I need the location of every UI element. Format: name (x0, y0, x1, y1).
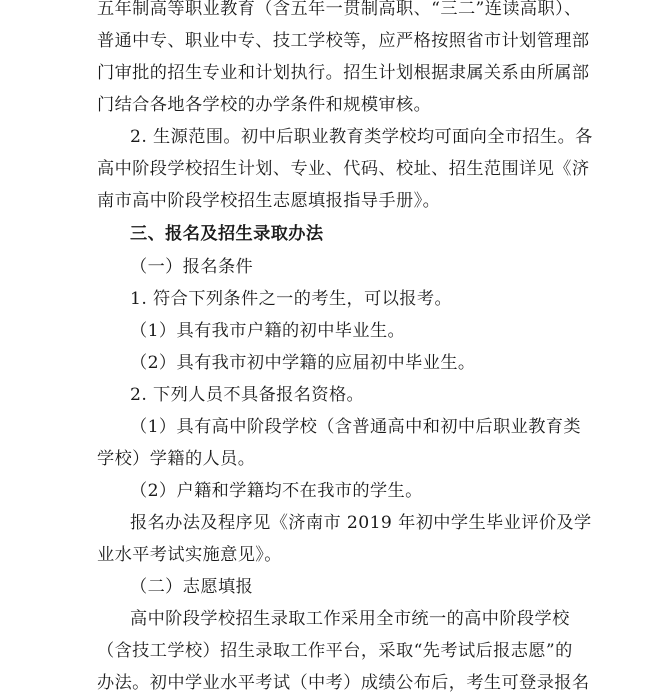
paragraph-line: 业水平考试实施意见》。 (97, 545, 282, 565)
paragraph-line: 门审批的招生专业和计划执行。招生计划根据隶属关系由所属部 (97, 63, 590, 83)
paragraph-line: 学校）学籍的人员。 (97, 449, 256, 469)
paragraph-line: 报名办法及程序见《济南市 2019 年初中学生毕业评价及学 (130, 513, 592, 533)
paragraph-line: 高中阶段学校招生计划、专业、代码、校址、招生范围详见《济 (97, 159, 590, 179)
paragraph-line: （含技工学校）招生录取工作平台，采取“先考试后报志愿”的 (97, 641, 573, 661)
paragraph-line: 五年制高等职业教育（含五年一贯制高职、“三二”连读高职）、 (97, 0, 582, 19)
paragraph-line: 普通中专、职业中专、技工学校等，应严格按照省市计划管理部 (97, 31, 590, 51)
section-heading: 三、报名及招生录取办法 (130, 224, 324, 244)
list-item: （2）具有我市初中学籍的应届初中毕业生。 (130, 353, 476, 373)
subsection-heading: （一）报名条件 (130, 257, 254, 277)
paragraph-line: 1. 符合下列条件之一的考生，可以报考。 (130, 289, 453, 309)
list-item: （2）户籍和学籍均不在我市的学生。 (130, 481, 423, 501)
paragraph-line: 南市高中阶段学校招生志愿填报指导手册》。 (97, 191, 441, 211)
paragraph-line: 办法。初中学业水平考试（中考）成绩公布后，考生可登录报名 (97, 673, 590, 693)
list-item: （1）具有我市户籍的初中毕业生。 (130, 321, 406, 341)
paragraph-line: 门结合各地各学校的办学条件和规模审核。 (97, 95, 432, 115)
subsection-heading: （二）志愿填报 (130, 577, 254, 597)
paragraph-line: 2. 生源范围。初中后职业教育类学校均可面向全市招生。各 (130, 127, 593, 147)
list-item: （1）具有高中阶段学校（含普通高中和初中后职业教育类 (130, 417, 582, 437)
paragraph-line: 2. 下列人员不具备报名资格。 (130, 385, 365, 405)
paragraph-line: 高中阶段学校招生录取工作采用全市统一的高中阶段学校 (130, 609, 570, 629)
